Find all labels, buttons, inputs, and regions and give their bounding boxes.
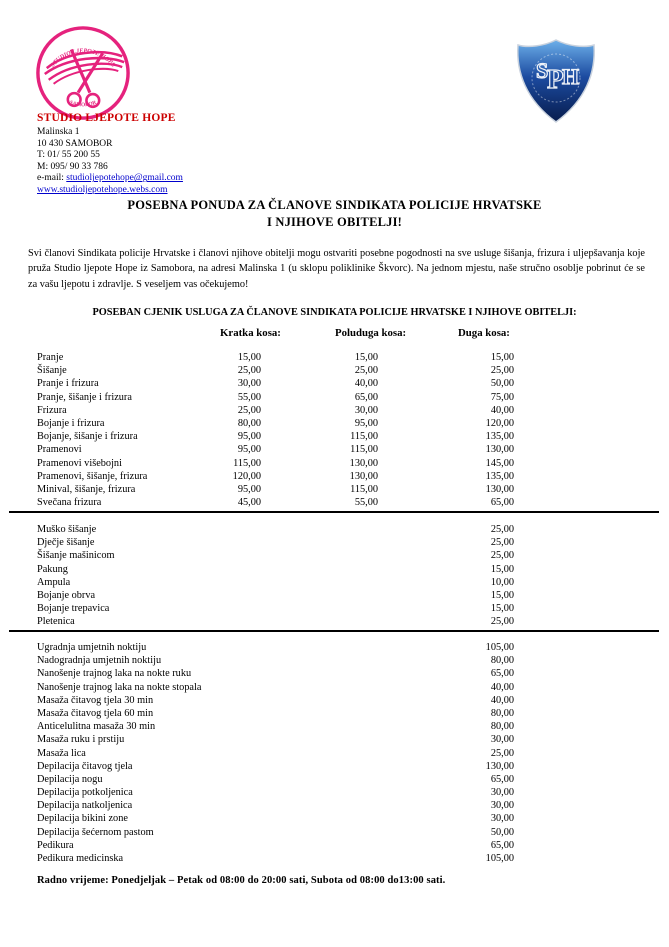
service-price: 25,00 xyxy=(237,365,261,377)
service-price: 25,00 xyxy=(490,524,514,535)
service-name: Masaža čitavog tjela 30 min xyxy=(37,694,154,706)
service-name: Bojanje i frizura xyxy=(37,417,105,429)
service-name: Minival, šišanje, frizura xyxy=(37,483,136,495)
service-price: 65,00 xyxy=(490,773,514,785)
service-price: 15,00 xyxy=(490,603,514,615)
table-row xyxy=(37,681,597,694)
service-price: 40,00 xyxy=(490,694,514,706)
table-row xyxy=(37,404,597,417)
service-name: Masaža čitavog tjela 60 min xyxy=(37,707,154,719)
service-price: 15,00 xyxy=(237,352,261,363)
service-name: Pranje, šišanje i frizura xyxy=(37,391,132,403)
svg-text:P: P xyxy=(547,64,564,94)
service-price: 130,00 xyxy=(485,444,514,456)
service-price: 45,00 xyxy=(237,497,261,509)
service-price: 135,00 xyxy=(485,470,514,482)
service-price: 10,00 xyxy=(490,576,514,588)
column-header-duga-kosa: Duga kosa: xyxy=(458,327,510,339)
working-hours: Radno vrijeme: Ponedjeljak – Petak od 08:00 do 20:00 sati, Subota od 08:00 do13:00 sati. xyxy=(37,875,446,886)
service-price: 135,00 xyxy=(485,431,514,443)
email-link[interactable]: studioljepotehope@gmail.com xyxy=(66,173,183,184)
table-row xyxy=(37,786,597,799)
contact-block xyxy=(37,127,183,197)
service-price: 65,00 xyxy=(354,391,378,403)
service-name: Šišanje mašinicom xyxy=(37,550,115,562)
service-price: 25,00 xyxy=(490,537,514,549)
service-name: Pramenovi xyxy=(37,444,82,456)
table-row xyxy=(37,351,597,364)
service-name: Depilacija šećernom pastom xyxy=(37,826,154,838)
service-price: 50,00 xyxy=(490,826,514,838)
studio-logo xyxy=(34,24,132,122)
table-row xyxy=(37,760,597,773)
table-row xyxy=(37,707,597,720)
address-line-1: Malinska 1 xyxy=(37,127,80,137)
service-name: Dječje šišanje xyxy=(37,537,95,549)
table-row xyxy=(37,391,597,404)
table-row xyxy=(37,641,597,654)
phone-line: T: 01/ 55 200 55 xyxy=(37,150,100,161)
service-price: 115,00 xyxy=(350,431,378,443)
svg-text:H: H xyxy=(562,64,580,89)
table-row xyxy=(37,536,597,549)
table-row xyxy=(37,654,597,667)
table-row xyxy=(37,576,597,589)
table-row xyxy=(37,523,597,536)
service-name: Frizura xyxy=(37,404,67,416)
page-title xyxy=(0,197,669,231)
beauty-services-table xyxy=(37,641,597,865)
email-label: e-mail: xyxy=(37,173,67,184)
service-price: 115,00 xyxy=(350,483,378,495)
service-name: Pakung xyxy=(37,563,68,575)
service-price: 80,00 xyxy=(237,417,261,429)
service-price: 50,00 xyxy=(490,378,514,390)
column-header-poluduga-kosa: Poluduga kosa: xyxy=(335,327,407,339)
table-row xyxy=(37,667,597,680)
website-line xyxy=(37,185,183,197)
service-name: Šišanje xyxy=(37,365,67,377)
service-price: 130,00 xyxy=(349,457,378,469)
table-row xyxy=(37,443,597,456)
table-row xyxy=(37,720,597,733)
service-price: 95,00 xyxy=(237,444,261,456)
service-price: 40,00 xyxy=(354,378,378,390)
service-price: 65,00 xyxy=(490,839,514,851)
service-name: Muško šišanje xyxy=(37,524,97,535)
service-name: Nadogradnja umjetnih noktiju xyxy=(37,655,162,667)
table-row xyxy=(37,483,597,496)
website-link[interactable]: www.studioljepotehope.webs.com xyxy=(37,184,168,195)
service-price: 120,00 xyxy=(232,470,261,482)
service-price: 115,00 xyxy=(233,457,261,469)
table-row xyxy=(37,747,597,760)
table-row xyxy=(37,563,597,576)
table-row xyxy=(37,364,597,377)
table-row xyxy=(37,615,597,628)
service-name: Ampula xyxy=(37,576,71,588)
service-price: 25,00 xyxy=(490,550,514,562)
email-line xyxy=(37,173,183,185)
table-row xyxy=(37,457,597,470)
service-price: 15,00 xyxy=(490,352,514,363)
service-name: Ugradnja umjetnih noktiju xyxy=(37,642,147,653)
divider-rule-2 xyxy=(9,630,659,632)
service-price: 80,00 xyxy=(490,721,514,733)
price-list-heading: POSEBAN CJENIK USLUGA ZA ČLANOVE SINDIKATA POLICIJE HRVATSKE I NJIHOVE OBITELJI: xyxy=(92,307,577,318)
service-name: Pedikura medicinska xyxy=(37,853,124,864)
service-name: Depilacija čitavog tjela xyxy=(37,760,133,772)
table-row xyxy=(37,470,597,483)
table-row xyxy=(37,826,597,839)
service-price: 55,00 xyxy=(354,497,378,509)
service-price: 115,00 xyxy=(350,444,378,456)
service-name: Svečana frizura xyxy=(37,497,102,509)
service-price: 105,00 xyxy=(485,853,514,864)
title-line-1: POSEBNA PONUDA ZA ČLANOVE SINDIKATA POLICIJE HRVATSKE xyxy=(127,198,542,212)
studio-name: STUDIO LJEPOTE HOPE xyxy=(37,112,176,124)
service-price: 25,00 xyxy=(490,616,514,628)
service-price: 130,00 xyxy=(485,760,514,772)
service-name: Bojanje, šišanje i frizura xyxy=(37,431,138,443)
service-price: 80,00 xyxy=(490,707,514,719)
service-name: Depilacija natkoljenica xyxy=(37,800,133,812)
service-name: Pranje i frizura xyxy=(37,378,99,390)
service-name: Anticelulitna masaža 30 min xyxy=(37,721,156,733)
service-price: 40,00 xyxy=(490,681,514,693)
service-price: 55,00 xyxy=(237,391,261,403)
table-row xyxy=(37,773,597,786)
service-price: 65,00 xyxy=(490,497,514,509)
service-name: Nanošenje trajnog laka na nokte stopala xyxy=(37,681,202,693)
table-row xyxy=(37,549,597,562)
service-price: 15,00 xyxy=(490,589,514,601)
service-price: 145,00 xyxy=(485,457,514,469)
service-name: Depilacija nogu xyxy=(37,773,103,785)
address-line-2: 10 430 SAMOBOR xyxy=(37,138,113,149)
service-name: Nanošenje trajnog laka na nokte ruku xyxy=(37,668,192,680)
table-row xyxy=(37,496,597,509)
service-price: 25,00 xyxy=(237,404,261,416)
service-price: 15,00 xyxy=(354,352,378,363)
service-price: 130,00 xyxy=(349,470,378,482)
hair-services-table xyxy=(37,351,597,509)
table-row xyxy=(37,694,597,707)
table-row xyxy=(37,812,597,825)
service-price: 130,00 xyxy=(485,483,514,495)
table-row xyxy=(37,377,597,390)
service-price: 30,00 xyxy=(490,787,514,799)
service-name: Pramenovi višebojni xyxy=(37,457,122,469)
service-price: 15,00 xyxy=(490,563,514,575)
table-row xyxy=(37,733,597,746)
service-name: Masaža ruku i prstiju xyxy=(37,734,125,746)
service-price: 75,00 xyxy=(490,391,514,403)
service-name: Depilacija bikini zone xyxy=(37,813,128,825)
title-line-2: I NJIHOVE OBITELJI! xyxy=(266,215,403,229)
service-price: 105,00 xyxy=(485,642,514,653)
svg-text:S: S xyxy=(536,58,549,83)
service-price: 30,00 xyxy=(490,813,514,825)
service-price: 30,00 xyxy=(354,404,378,416)
column-header-kratka-kosa: Kratka kosa: xyxy=(220,327,281,339)
divider-rule-1 xyxy=(9,511,659,513)
mobile-line: M: 095/ 90 33 786 xyxy=(37,161,108,172)
logo-arc-text: STUDIO LJEPOTE HOPE xyxy=(49,48,117,69)
table-row xyxy=(37,430,597,443)
service-price: 65,00 xyxy=(490,668,514,680)
service-name: Pletenica xyxy=(37,616,75,628)
service-price: 25,00 xyxy=(490,365,514,377)
table-row xyxy=(37,799,597,812)
table-row xyxy=(37,839,597,852)
sph-shield-emblem xyxy=(514,36,598,126)
misc-services-table xyxy=(37,523,597,629)
service-name: Depilacija potkoljenica xyxy=(37,787,133,799)
service-price: 30,00 xyxy=(490,734,514,746)
service-price: 30,00 xyxy=(237,378,261,390)
service-price: 95,00 xyxy=(237,483,261,495)
service-name: Pranje xyxy=(37,352,64,363)
logo-city-text: SAMOBOR xyxy=(68,99,98,109)
service-price: 30,00 xyxy=(490,800,514,812)
service-name: Bojanje trepavica xyxy=(37,603,110,615)
table-row xyxy=(37,417,597,430)
service-price: 40,00 xyxy=(490,404,514,416)
table-row xyxy=(37,602,597,615)
service-price: 95,00 xyxy=(237,431,261,443)
service-name: Pedikura xyxy=(37,839,74,851)
intro-paragraph: Svi članovi Sindikata policije Hrvatske i članovi njihove obitelji mogu ostvariti posebne pogodnosti na sve usluge šišanja, frizura i uljepšavanja koje pruža Studio ljepote Hope iz Samobora, na adresi Malinska 1 (u sklopu poliklinike Škvorc). Na jednom mjestu, naše stručno osoblje pobrinut će se za vašu ljepotu i zdravlje. S veseljem vas očekujemo! xyxy=(28,248,645,290)
table-row xyxy=(37,852,597,865)
service-price: 25,00 xyxy=(354,365,378,377)
service-price: 120,00 xyxy=(485,417,514,429)
service-price: 95,00 xyxy=(354,417,378,429)
service-price: 25,00 xyxy=(490,747,514,759)
table-row xyxy=(37,589,597,602)
service-name: Bojanje obrva xyxy=(37,589,96,601)
service-name: Masaža lica xyxy=(37,747,86,759)
service-name: Pramenovi, šišanje, frizura xyxy=(37,470,148,482)
service-price: 80,00 xyxy=(490,655,514,667)
